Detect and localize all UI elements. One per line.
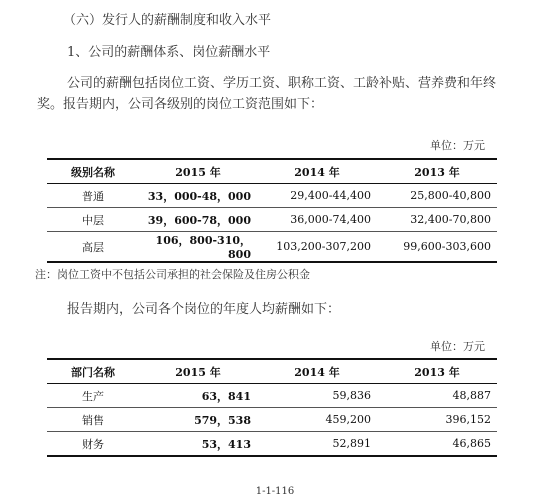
cell-2013: 48,887: [452, 389, 491, 402]
table-header-row: [47, 359, 497, 384]
cell-2014: 59,836: [332, 389, 371, 402]
page-number: 1-1-116: [255, 486, 295, 497]
row-label: 中层: [82, 213, 104, 227]
table-row: [47, 384, 497, 408]
table-row: [47, 232, 497, 263]
cell-2015: 53，413: [201, 437, 251, 451]
row-label: 生产: [82, 389, 104, 403]
header-level-name: 级别名称: [71, 165, 115, 179]
subsection-title: 1、公司的薪酬体系、岗位薪酬水平: [67, 45, 271, 60]
average-salary-table: [47, 358, 497, 457]
salary-range-table: [47, 158, 497, 263]
table2-unit: 单位：万元: [430, 340, 485, 353]
cell-2015: 579，538: [194, 413, 251, 427]
table-header-row: [47, 159, 497, 184]
section-title: （六）发行人的薪酬制度和收入水平: [63, 13, 272, 28]
cell-2015: 106，800-310，800: [155, 234, 251, 261]
cell-2014: 36,000-74,400: [290, 213, 371, 226]
row-label: 普通: [82, 189, 104, 203]
cell-2014: 103,200-307,200: [276, 240, 371, 253]
table-row: [47, 432, 497, 457]
table-row: [47, 208, 497, 232]
intro-paragraph-line1: 公司的薪酬包括岗位工资、学历工资、职称工资、工龄补贴、营养费和年终: [67, 76, 497, 91]
cell-2014: 459,200: [325, 413, 371, 426]
row-label: 高层: [82, 240, 104, 254]
cell-2013: 25,800-40,800: [410, 189, 491, 202]
header-year-2013: 2013 年: [414, 365, 460, 379]
header-year-2015: 2015 年: [175, 165, 221, 179]
cell-2014: 29,400-44,400: [290, 189, 371, 202]
row-label: 销售: [82, 413, 104, 427]
cell-2013: 99,600-303,600: [403, 240, 491, 253]
cell-2013: 46,865: [452, 437, 491, 450]
cell-2015: 63，841: [201, 389, 251, 403]
cell-2013: 396,152: [445, 413, 491, 426]
table-row: [47, 184, 497, 208]
table1-unit: 单位：万元: [430, 139, 485, 152]
intro-paragraph-line2: 奖。报告期内，公司各级别的岗位工资范围如下：: [37, 97, 324, 112]
intro2-paragraph: 报告期内，公司各个岗位的年度人均薪酬如下：: [67, 302, 341, 317]
cell-2015: 39，600-78，000: [147, 213, 251, 227]
table-row: [47, 408, 497, 432]
header-year-2015: 2015 年: [175, 365, 221, 379]
cell-2013: 32,400-70,800: [410, 213, 491, 226]
header-department-name: 部门名称: [71, 365, 115, 379]
cell-2015: 33，000-48，000: [147, 189, 251, 203]
header-year-2014: 2014 年: [294, 165, 340, 179]
row-label: 财务: [82, 437, 104, 451]
cell-2014: 52,891: [332, 437, 371, 450]
table1-footnote: 注：岗位工资中不包括公司承担的社会保险及住房公积金: [35, 268, 310, 281]
header-year-2013: 2013 年: [414, 165, 460, 179]
header-year-2014: 2014 年: [294, 365, 340, 379]
